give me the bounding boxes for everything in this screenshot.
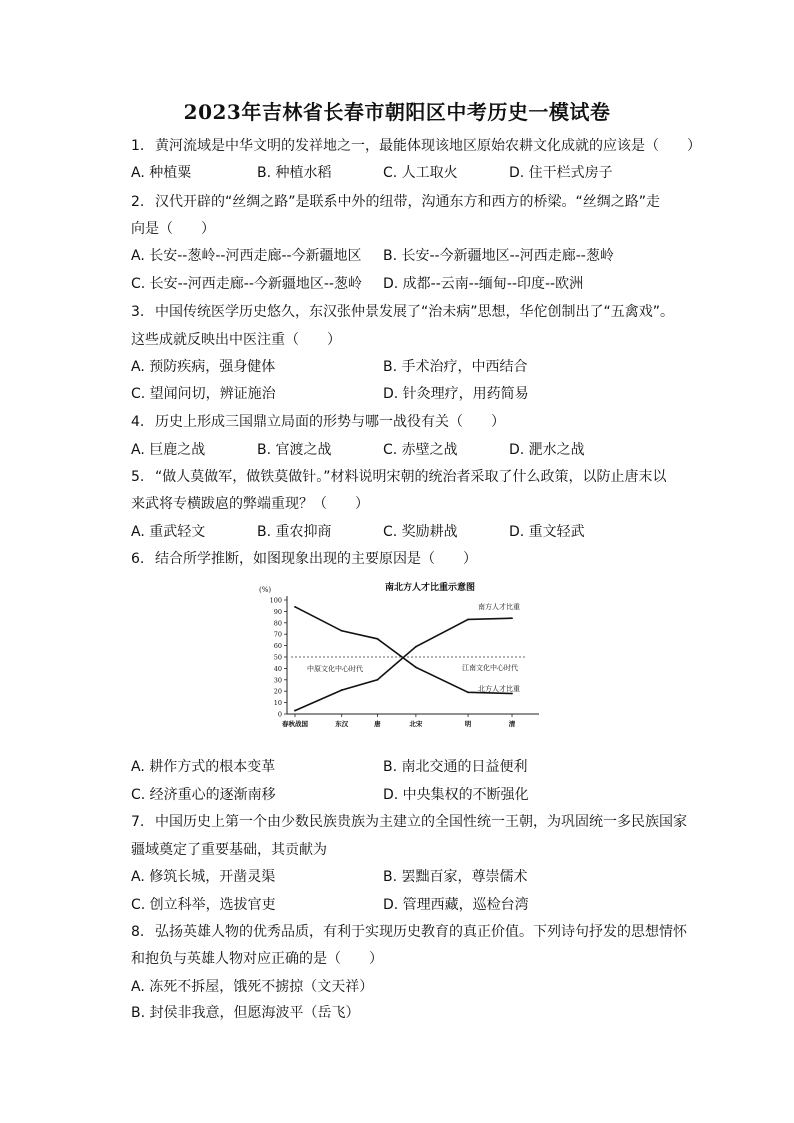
question-text: 汉代开辟的“丝绸之路”是联系中外的纽带，沟通东方和西方的桥梁。“丝绸之路”走 [155, 194, 661, 210]
x-tick-label: 唐 [374, 720, 381, 728]
question-2-stem [131, 192, 660, 212]
question-2-option-b[interactable]: B. 长安--今新疆地区--河西走廊--葱岭 [383, 248, 614, 264]
question-text: 疆域奠定了重要基础，其贡献为 [131, 842, 327, 858]
question-1-option-c[interactable]: C. 人工取火 [383, 165, 458, 181]
question-text: 向是（ ） [131, 221, 215, 237]
question-5-option-a[interactable]: A. 重武轻文 [131, 524, 206, 540]
south-data-point [341, 689, 343, 691]
question-text: 和抱负与英雄人物对应正确的是（ ） [131, 951, 383, 967]
question-7-stem [131, 812, 687, 832]
question-text: 中国历史上第一个由少数民族贵族为主建立的全国性统一王朝，为巩固统一多民族国家 [155, 814, 687, 830]
north-series-label: 北方人才比重 [478, 685, 520, 693]
y-tick-label: 100 [269, 596, 282, 605]
question-number: 7. [131, 814, 145, 830]
question-8-option-a[interactable]: A. 冻死不拆屋，饿死不掳掠（文天祥） [131, 979, 374, 995]
question-number: 3. [131, 304, 145, 320]
question-text: 历史上形成三国鼎立局面的形势与哪一战役有关（ ） [155, 414, 505, 430]
y-axis-unit: (%) [259, 586, 272, 594]
question-6-stem [131, 549, 477, 569]
question-number: 4. [131, 414, 145, 430]
x-tick-label: 清 [508, 720, 516, 728]
question-number: 2. [131, 194, 145, 210]
question-6-option-d[interactable]: D. 中央集权的不断强化 [383, 787, 529, 803]
y-tick-label: 90 [273, 607, 282, 616]
question-5-option-b[interactable]: B. 重农抑商 [257, 524, 332, 540]
south-data-point [467, 618, 469, 620]
chart-title: 南北方人才比重示意图 [384, 583, 476, 593]
x-tick-label: 春秋战国 [282, 720, 308, 728]
question-6-option-b[interactable]: B. 南北交通的日益便利 [383, 759, 528, 775]
question-7-stem-cont [131, 840, 327, 860]
question-text: 这些成就反映出中医注重（ ） [131, 332, 341, 348]
question-1-option-a[interactable]: A. 种植粟 [131, 165, 192, 181]
question-2-option-c[interactable]: C. 长安--河西走廊--今新疆地区--葱岭 [131, 276, 362, 292]
north-data-point [341, 630, 343, 632]
question-number: 1. [131, 138, 145, 154]
question-2-option-d[interactable]: D. 成都--云南--缅甸--印度--欧洲 [383, 276, 584, 292]
x-tick-label: 北宋 [409, 720, 423, 728]
north-data-point [415, 666, 417, 668]
question-1-option-d[interactable]: D. 住干栏式房子 [509, 165, 613, 181]
y-tick-label: 40 [273, 664, 282, 673]
y-tick-label: 60 [273, 642, 282, 651]
question-text: 弘扬英雄人物的优秀品质，有利于实现历史教育的真正价值。下列诗句抒发的思想情怀 [155, 924, 687, 940]
question-2-stem-cont [131, 219, 215, 239]
question-text: 来武将专横跋扈的弊端重现？（ ） [131, 496, 369, 512]
question-6-option-c[interactable]: C. 经济重心的逐渐南移 [131, 787, 276, 803]
question-number: 8. [131, 924, 145, 940]
question-text: 结合所学推断，如图现象出现的主要原因是（ ） [155, 551, 477, 567]
question-3-option-c[interactable]: C. 望闻问切，辨证施治 [131, 386, 276, 402]
south-data-point [294, 710, 296, 712]
question-4-option-a[interactable]: A. 巨鹿之战 [131, 442, 206, 458]
question-4-option-b[interactable]: B. 官渡之战 [257, 442, 332, 458]
question-1-stem [131, 136, 701, 156]
south-series-label: 南方人才比重 [478, 603, 520, 611]
south-data-point [377, 679, 379, 681]
question-7-option-c[interactable]: C. 创立科举，选拔官吏 [131, 897, 276, 913]
y-tick-label: 10 [273, 699, 282, 708]
exam-title: 2023年吉林省长春市朝阳区中考历史一模试卷 [183, 100, 611, 124]
question-number: 6. [131, 551, 145, 567]
question-text: 中国传统医学历史悠久，东汉张仲景发展了“治未病”思想，华佗创制出了“五禽戏”。 [155, 304, 675, 320]
question-2-option-a[interactable]: A. 长安--葱岭--河西走廊--今新疆地区 [131, 248, 362, 264]
question-text: “做人莫做军，做铁莫做针。”材料说明宋朝的统治者采取了什么政策，以防止唐末以 [155, 469, 667, 485]
y-tick-label: 0 [277, 710, 282, 719]
question-5-option-c[interactable]: C. 奖励耕战 [383, 524, 458, 540]
y-tick-label: 20 [273, 687, 282, 696]
question-8-stem [131, 922, 687, 942]
x-tick-label: 东汉 [335, 720, 349, 728]
x-tick-label: 明 [464, 720, 472, 728]
question-3-option-d[interactable]: D. 针灸理疗，用药简易 [383, 386, 529, 402]
south-data-point [415, 646, 417, 648]
question-8-option-b[interactable]: B. 封侯非我意，但愿海波平（岳飞） [131, 1005, 360, 1021]
north-data-point [294, 606, 296, 608]
question-4-option-d[interactable]: D. 淝水之战 [509, 442, 585, 458]
question-3-option-b[interactable]: B. 手术治疗，中西结合 [383, 359, 528, 375]
y-tick-label: 50 [273, 653, 282, 662]
question-6-option-a[interactable]: A. 耕作方式的根本变革 [131, 759, 276, 775]
talent-ratio-chart [255, 578, 545, 733]
question-number: 5. [131, 469, 145, 485]
question-5-stem-cont [131, 494, 369, 514]
question-5-option-d[interactable]: D. 重文轻武 [509, 524, 585, 540]
y-tick-label: 30 [273, 676, 282, 685]
y-tick-label: 70 [273, 630, 282, 639]
question-7-option-d[interactable]: D. 管理西藏，巡检台湾 [383, 897, 529, 913]
question-4-stem [131, 412, 505, 432]
annotation-jiangnan: 江南文化中心时代 [462, 664, 518, 672]
question-3-stem [131, 302, 674, 322]
question-4-option-c[interactable]: C. 赤壁之战 [383, 442, 458, 458]
y-tick-label: 80 [273, 619, 282, 628]
question-1-option-b[interactable]: B. 种植水稻 [257, 165, 332, 181]
question-7-option-b[interactable]: B. 罢黜百家，尊崇儒术 [383, 869, 528, 885]
north-data-point [467, 691, 469, 693]
annotation-central-plains: 中原文化中心时代 [307, 665, 363, 673]
question-3-option-a[interactable]: A. 预防疾病，强身健体 [131, 359, 276, 375]
question-5-stem [131, 467, 667, 487]
question-3-stem-cont [131, 330, 341, 350]
question-text: 黄河流域是中华文明的发祥地之一，最能体现该地区原始农耕文化成就的应该是（ ） [155, 138, 701, 154]
south-data-point [511, 617, 513, 619]
question-7-option-a[interactable]: A. 修筑长城，开凿灵渠 [131, 869, 276, 885]
question-8-stem-cont [131, 949, 383, 969]
north-data-point [377, 638, 379, 640]
